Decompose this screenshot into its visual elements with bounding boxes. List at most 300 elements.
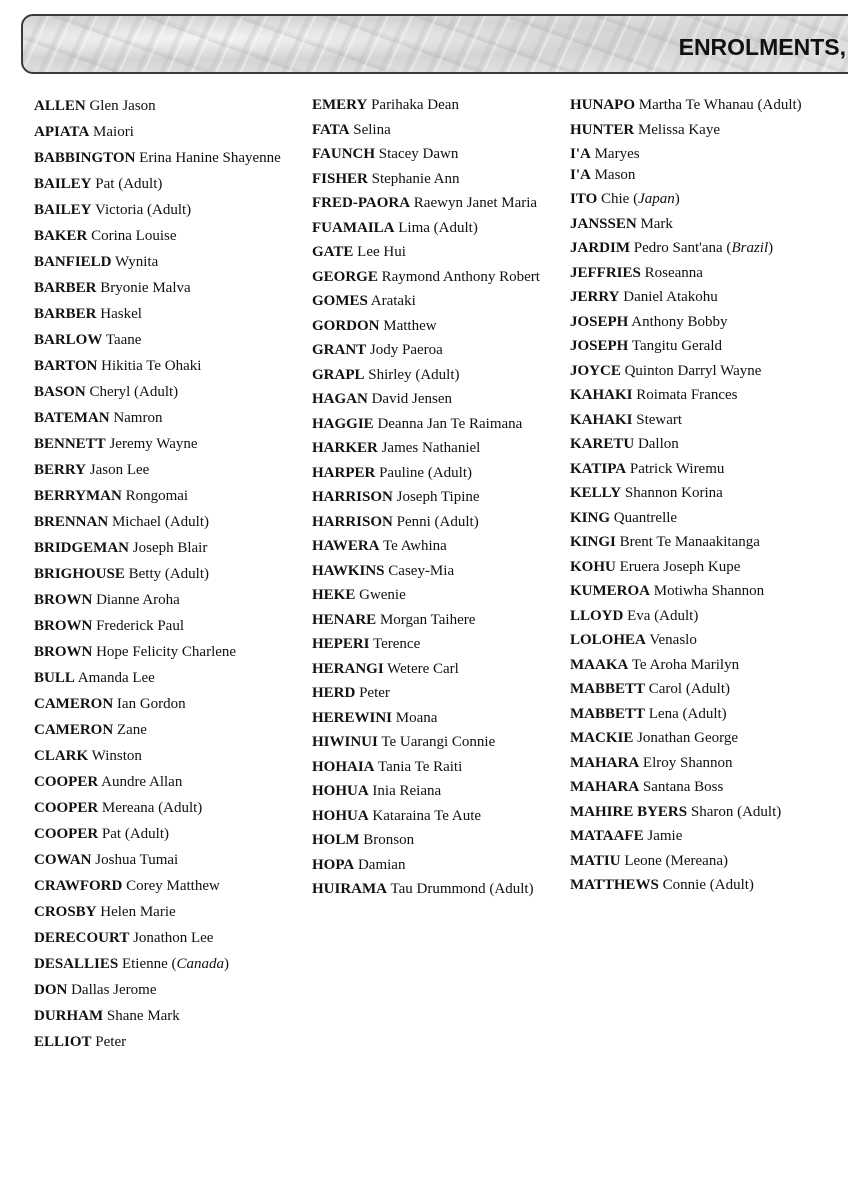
name-entry bbox=[34, 668, 281, 694]
name-entry bbox=[312, 317, 540, 342]
name-entry bbox=[570, 166, 802, 191]
given-names: Jeremy Wayne bbox=[109, 436, 198, 452]
surname: JOYCE bbox=[570, 362, 621, 379]
name-entry bbox=[34, 642, 281, 668]
name-entry bbox=[570, 852, 802, 877]
name-entry bbox=[34, 174, 281, 200]
surname: HAGGIE bbox=[312, 415, 374, 432]
surname: HOHUA bbox=[312, 783, 369, 799]
surname: JARDIM bbox=[570, 240, 630, 256]
name-entry bbox=[34, 96, 281, 122]
surname: BAKER bbox=[34, 228, 88, 244]
name-entry bbox=[570, 239, 802, 264]
name-entry bbox=[34, 512, 281, 538]
given-names: Bryonie Malva bbox=[100, 280, 191, 296]
name-entry bbox=[34, 980, 281, 1006]
surname: BROWN bbox=[34, 618, 93, 634]
surname: KUMEROA bbox=[570, 583, 650, 599]
surname: BROWN bbox=[34, 644, 93, 660]
surname: MATIU bbox=[570, 852, 621, 869]
given-names: Wynita bbox=[115, 254, 159, 270]
given-names: Betty (Adult) bbox=[128, 566, 210, 582]
name-entry bbox=[312, 635, 540, 660]
surname: GOMES bbox=[312, 293, 368, 309]
name-entry bbox=[34, 954, 281, 980]
given-names: Taane bbox=[105, 332, 142, 348]
surname: COWAN bbox=[34, 852, 92, 868]
name-entry bbox=[312, 439, 540, 464]
given-names: Stewart bbox=[636, 411, 683, 428]
given-names: Dianne Aroha bbox=[96, 592, 180, 608]
given-names: Ian Gordon bbox=[116, 696, 186, 712]
name-entry bbox=[570, 313, 802, 338]
surname: JERRY bbox=[570, 289, 620, 305]
name-entry bbox=[34, 148, 281, 174]
given-names: Chie ( bbox=[601, 191, 639, 207]
name-entry bbox=[570, 778, 802, 803]
given-names: Aundre Allan bbox=[101, 774, 183, 790]
surname: MAHARA bbox=[570, 754, 640, 771]
surname: MACKIE bbox=[570, 730, 634, 746]
given-names: Te Uarangi Connie bbox=[381, 734, 496, 750]
given-names: Shannon Korina bbox=[624, 485, 723, 501]
name-entry bbox=[34, 902, 281, 928]
given-names: Peter bbox=[359, 685, 390, 701]
surname: KATIPA bbox=[570, 460, 627, 477]
given-names: Pedro Sant'ana ( bbox=[633, 240, 732, 256]
surname: ALLEN bbox=[34, 98, 86, 114]
name-entry bbox=[34, 122, 281, 148]
name-entry bbox=[312, 145, 540, 170]
name-entry bbox=[34, 590, 281, 616]
surname: MATAAFE bbox=[570, 828, 644, 844]
name-entry bbox=[34, 278, 281, 304]
name-entry bbox=[570, 121, 802, 146]
name-entry bbox=[312, 292, 540, 317]
name-entry bbox=[34, 538, 281, 564]
given-names: Brent Te Manaakitanga bbox=[619, 534, 760, 550]
surname: BRIDGEMAN bbox=[34, 540, 130, 556]
surname: HUIRAMA bbox=[312, 881, 387, 897]
name-column-3 bbox=[570, 96, 802, 901]
given-names: Daniel Atakohu bbox=[623, 289, 718, 305]
given-names: Elroy Shannon bbox=[642, 754, 733, 771]
given-names: Jody Paeroa bbox=[369, 342, 443, 358]
given-names: Penni (Adult) bbox=[396, 513, 479, 530]
given-names: Kataraina Te Aute bbox=[372, 807, 482, 824]
surname: MABBETT bbox=[570, 681, 646, 697]
surname: CLARK bbox=[34, 748, 89, 764]
given-names: Pauline (Adult) bbox=[379, 464, 472, 481]
name-entry bbox=[312, 562, 540, 587]
surname: EMERY bbox=[312, 97, 368, 113]
given-names: Terence bbox=[373, 636, 421, 652]
given-names: Lee Hui bbox=[357, 244, 406, 260]
name-entry bbox=[570, 215, 802, 240]
surname: GRANT bbox=[312, 342, 367, 358]
surname: LLOYD bbox=[570, 607, 624, 624]
name-entry bbox=[312, 709, 540, 734]
name-entry bbox=[570, 484, 802, 509]
given-names: Jamie bbox=[647, 828, 683, 844]
surname: MABBETT bbox=[570, 705, 646, 722]
surname: GATE bbox=[312, 244, 354, 260]
name-entry bbox=[34, 850, 281, 876]
given-names: Erina Hanine Shayenne bbox=[139, 150, 281, 166]
surname: DURHAM bbox=[34, 1008, 104, 1024]
surname: FAUNCH bbox=[312, 146, 376, 162]
name-entry bbox=[312, 880, 540, 905]
given-names: Sharon (Adult) bbox=[690, 803, 782, 820]
name-entry bbox=[312, 611, 540, 636]
name-entry bbox=[312, 537, 540, 562]
given-names: Victoria (Adult) bbox=[95, 202, 192, 218]
surname: HUNTER bbox=[570, 121, 635, 138]
name-entry bbox=[312, 807, 540, 832]
surname: KING bbox=[570, 509, 611, 526]
name-entry bbox=[34, 460, 281, 486]
surname: GEORGE bbox=[312, 268, 378, 285]
surname: KAHAKI bbox=[570, 387, 633, 403]
surname: I'A bbox=[570, 166, 591, 183]
name-entry bbox=[570, 411, 802, 436]
surname: KARETU bbox=[570, 436, 635, 452]
name-entry bbox=[570, 435, 802, 460]
name-entry bbox=[34, 876, 281, 902]
surname: BAILEY bbox=[34, 202, 92, 218]
given-names: Haskel bbox=[100, 306, 142, 322]
name-entry bbox=[312, 733, 540, 758]
given-names: Joshua Tumai bbox=[95, 852, 179, 868]
name-entry bbox=[570, 631, 802, 656]
name-entry bbox=[34, 408, 281, 434]
surname: HERD bbox=[312, 685, 356, 701]
name-entry bbox=[34, 824, 281, 850]
name-entry bbox=[34, 1032, 281, 1058]
name-entry bbox=[34, 434, 281, 460]
given-names: Leone (Mereana) bbox=[624, 852, 728, 869]
given-names: James Nathaniel bbox=[381, 440, 481, 456]
given-names: Santana Boss bbox=[642, 779, 724, 795]
surname: HOPA bbox=[312, 856, 355, 873]
name-entry bbox=[312, 758, 540, 783]
surname: HEKE bbox=[312, 587, 356, 603]
given-names: David Jensen bbox=[371, 391, 452, 407]
given-names: Motiwha Shannon bbox=[653, 583, 765, 599]
given-names: Quantrelle bbox=[613, 509, 678, 526]
name-entry bbox=[34, 330, 281, 356]
surname: COOPER bbox=[34, 774, 99, 790]
given-names: Tania Te Raiti bbox=[378, 758, 463, 775]
name-entry bbox=[570, 264, 802, 289]
name-entry bbox=[312, 121, 540, 146]
name-entry bbox=[34, 798, 281, 824]
name-entry bbox=[34, 200, 281, 226]
surname: BERRY bbox=[34, 462, 86, 478]
surname: FISHER bbox=[312, 170, 368, 187]
name-entry bbox=[312, 464, 540, 489]
name-entry bbox=[34, 746, 281, 772]
surname: CAMERON bbox=[34, 696, 114, 712]
given-names: Parihaka Dean bbox=[371, 97, 459, 113]
name-entry bbox=[312, 219, 540, 244]
given-names: Damian bbox=[357, 856, 406, 873]
given-names: Selina bbox=[353, 121, 391, 138]
surname: HARRISON bbox=[312, 489, 393, 505]
given-names: Namron bbox=[113, 410, 163, 426]
name-entry bbox=[570, 582, 802, 607]
name-entry bbox=[312, 684, 540, 709]
name-entry bbox=[312, 390, 540, 415]
given-names: Roimata Frances bbox=[636, 387, 738, 403]
given-names: Corey Matthew bbox=[126, 878, 220, 894]
name-entry bbox=[570, 288, 802, 313]
name-entry bbox=[34, 616, 281, 642]
surname: GRAPL bbox=[312, 366, 365, 383]
surname: BARTON bbox=[34, 358, 98, 374]
name-column-1 bbox=[34, 96, 281, 1058]
surname: HOHAIA bbox=[312, 758, 375, 775]
given-names: Joseph Blair bbox=[132, 540, 208, 556]
given-names: Bronson bbox=[363, 832, 415, 848]
surname: JANSSEN bbox=[570, 215, 637, 232]
name-entry bbox=[312, 488, 540, 513]
surname: HAWERA bbox=[312, 538, 380, 554]
name-column-2 bbox=[312, 96, 540, 905]
given-names: Roseanna bbox=[644, 264, 703, 281]
given-names: Raymond Anthony Robert bbox=[381, 268, 540, 285]
surname: HARKER bbox=[312, 440, 378, 456]
surname: I'A bbox=[570, 146, 591, 162]
given-names: Maryes bbox=[594, 146, 640, 162]
name-entry bbox=[34, 772, 281, 798]
surname: BERRYMAN bbox=[34, 488, 122, 504]
name-entry bbox=[312, 366, 540, 391]
surname: BRENNAN bbox=[34, 514, 109, 530]
given-names: Zane bbox=[116, 722, 147, 738]
name-entry bbox=[570, 509, 802, 534]
surname: ITO bbox=[570, 191, 598, 207]
surname: BABBINGTON bbox=[34, 150, 136, 166]
name-entry bbox=[570, 386, 802, 411]
surname: CAMERON bbox=[34, 722, 114, 738]
given-names: Gwenie bbox=[359, 587, 406, 603]
surname: KINGI bbox=[570, 534, 616, 550]
name-entry bbox=[570, 362, 802, 387]
name-entry bbox=[312, 170, 540, 195]
surname: MATTHEWS bbox=[570, 877, 659, 893]
name-entry bbox=[34, 1006, 281, 1032]
given-names: Cheryl (Adult) bbox=[89, 384, 179, 400]
given-names: Matthew bbox=[383, 317, 437, 334]
given-names: Winston bbox=[91, 748, 142, 764]
country-close: ) bbox=[768, 240, 774, 256]
given-names: Patrick Wiremu bbox=[629, 460, 725, 477]
given-names: Mark bbox=[640, 215, 673, 232]
country: Japan bbox=[638, 191, 675, 207]
name-entry bbox=[34, 382, 281, 408]
surname: BARLOW bbox=[34, 332, 103, 348]
given-names: Lima (Adult) bbox=[398, 219, 478, 236]
given-names: Eva (Adult) bbox=[627, 607, 699, 624]
surname: KOHU bbox=[570, 558, 616, 575]
name-entry bbox=[570, 533, 802, 558]
name-entry bbox=[34, 356, 281, 382]
name-entry bbox=[570, 705, 802, 730]
given-names: Shane Mark bbox=[106, 1008, 180, 1024]
given-names: Michael (Adult) bbox=[111, 514, 209, 530]
name-entry bbox=[34, 720, 281, 746]
surname: HOLM bbox=[312, 832, 360, 848]
name-entry bbox=[570, 754, 802, 779]
surname: FATA bbox=[312, 121, 350, 138]
surname: FRED-PAORA bbox=[312, 195, 411, 211]
given-names: Deanna Jan Te Raimana bbox=[377, 415, 523, 432]
surname: BARBER bbox=[34, 306, 97, 322]
name-entry bbox=[34, 928, 281, 954]
given-names: Casey-Mia bbox=[388, 562, 455, 579]
surname: ELLIOT bbox=[34, 1034, 92, 1050]
name-entry bbox=[570, 876, 802, 901]
name-entry bbox=[34, 694, 281, 720]
name-entry bbox=[312, 586, 540, 611]
surname: HAGAN bbox=[312, 391, 368, 407]
name-entry bbox=[570, 607, 802, 632]
given-names: Shirley (Adult) bbox=[368, 366, 460, 383]
surname: CROSBY bbox=[34, 904, 97, 920]
name-entry bbox=[34, 564, 281, 590]
name-entry bbox=[312, 782, 540, 807]
surname: BASON bbox=[34, 384, 86, 400]
given-names: Melissa Kaye bbox=[637, 121, 720, 138]
name-entry bbox=[312, 194, 540, 219]
name-entry bbox=[570, 145, 802, 166]
given-names: Pat (Adult) bbox=[101, 826, 169, 842]
given-names: Dallas Jerome bbox=[71, 982, 157, 998]
surname: COOPER bbox=[34, 800, 99, 816]
given-names: Jason Lee bbox=[89, 462, 150, 478]
given-names: Quinton Darryl Wayne bbox=[624, 362, 762, 379]
name-entry bbox=[312, 415, 540, 440]
given-names: Te Awhina bbox=[383, 538, 447, 554]
given-names: Frederick Paul bbox=[96, 618, 184, 634]
name-entry bbox=[570, 680, 802, 705]
surname: HENARE bbox=[312, 611, 377, 628]
header-banner bbox=[21, 14, 848, 74]
name-entry bbox=[570, 96, 802, 121]
given-names: Mereana (Adult) bbox=[101, 800, 203, 816]
surname: DESALLIES bbox=[34, 956, 119, 972]
country: Brazil bbox=[731, 240, 769, 256]
surname: KAHAKI bbox=[570, 411, 633, 428]
surname: HEPERI bbox=[312, 636, 370, 652]
given-names: Hikitia Te Ohaki bbox=[101, 358, 202, 374]
given-names: Tangitu Gerald bbox=[631, 338, 723, 354]
surname: BROWN bbox=[34, 592, 93, 608]
surname: HUNAPO bbox=[570, 97, 635, 113]
surname: JOSEPH bbox=[570, 313, 629, 330]
given-names: Amanda Lee bbox=[77, 670, 155, 686]
name-entry bbox=[570, 460, 802, 485]
given-names: Tau Drummond (Adult) bbox=[390, 881, 534, 897]
given-names: Pat (Adult) bbox=[95, 176, 163, 192]
surname: BULL bbox=[34, 670, 75, 686]
surname: HIWINUI bbox=[312, 734, 378, 750]
name-entry bbox=[570, 558, 802, 583]
given-names: Morgan Taihere bbox=[379, 611, 476, 628]
surname: MAHIRE BYERS bbox=[570, 803, 688, 820]
name-entry bbox=[312, 856, 540, 881]
surname: MAHARA bbox=[570, 779, 640, 795]
given-names: Jonathan George bbox=[637, 730, 739, 746]
name-entry bbox=[312, 341, 540, 366]
surname: GORDON bbox=[312, 317, 380, 334]
given-names: Connie (Adult) bbox=[662, 877, 754, 893]
given-names: Maiori bbox=[93, 124, 134, 140]
name-entry bbox=[312, 831, 540, 856]
surname: JEFFRIES bbox=[570, 264, 641, 281]
name-entry bbox=[312, 96, 540, 121]
name-entry bbox=[570, 190, 802, 215]
page-title: ENROLMENTS, bbox=[678, 34, 846, 60]
surname: JOSEPH bbox=[570, 338, 629, 354]
surname: MAAKA bbox=[570, 656, 629, 673]
given-names: Jonathon Lee bbox=[133, 930, 214, 946]
given-names: Lena (Adult) bbox=[648, 705, 727, 722]
given-names: Wetere Carl bbox=[387, 660, 459, 677]
name-entry bbox=[312, 268, 540, 293]
surname: LOLOHEA bbox=[570, 632, 646, 648]
surname: BARBER bbox=[34, 280, 97, 296]
given-names: Stacey Dawn bbox=[378, 146, 459, 162]
surname: BAILEY bbox=[34, 176, 92, 192]
given-names: Carol (Adult) bbox=[648, 681, 730, 697]
given-names: Anthony Bobby bbox=[631, 313, 728, 330]
name-entry bbox=[312, 243, 540, 268]
given-names: Arataki bbox=[370, 293, 416, 309]
surname: CRAWFORD bbox=[34, 878, 123, 894]
country: Canada bbox=[176, 956, 225, 972]
surname: KELLY bbox=[570, 485, 622, 501]
name-entry bbox=[570, 337, 802, 362]
surname: DON bbox=[34, 982, 68, 998]
given-names: Stephanie Ann bbox=[371, 170, 460, 187]
name-entry bbox=[570, 827, 802, 852]
surname: BATEMAN bbox=[34, 410, 110, 426]
given-names: Peter bbox=[95, 1034, 127, 1050]
surname: HOHUA bbox=[312, 807, 369, 824]
name-entry bbox=[34, 252, 281, 278]
given-names: Raewyn Janet Maria bbox=[413, 195, 538, 211]
surname: HARPER bbox=[312, 464, 376, 481]
name-entry bbox=[312, 513, 540, 538]
given-names: Corina Louise bbox=[91, 228, 177, 244]
surname: DERECOURT bbox=[34, 930, 130, 946]
given-names: Te Aroha Marilyn bbox=[631, 656, 740, 673]
name-entry bbox=[570, 803, 802, 828]
surname: APIATA bbox=[34, 124, 90, 140]
surname: BANFIELD bbox=[34, 254, 112, 270]
surname: HERANGI bbox=[312, 660, 384, 677]
given-names: Inia Reiana bbox=[372, 783, 442, 799]
name-entry bbox=[312, 660, 540, 685]
given-names: Dallon bbox=[637, 436, 679, 452]
surname: FUAMAILA bbox=[312, 219, 395, 236]
given-names: Etienne ( bbox=[121, 956, 177, 972]
given-names: Helen Marie bbox=[100, 904, 176, 920]
name-entry bbox=[34, 304, 281, 330]
given-names: Venaslo bbox=[649, 632, 697, 648]
